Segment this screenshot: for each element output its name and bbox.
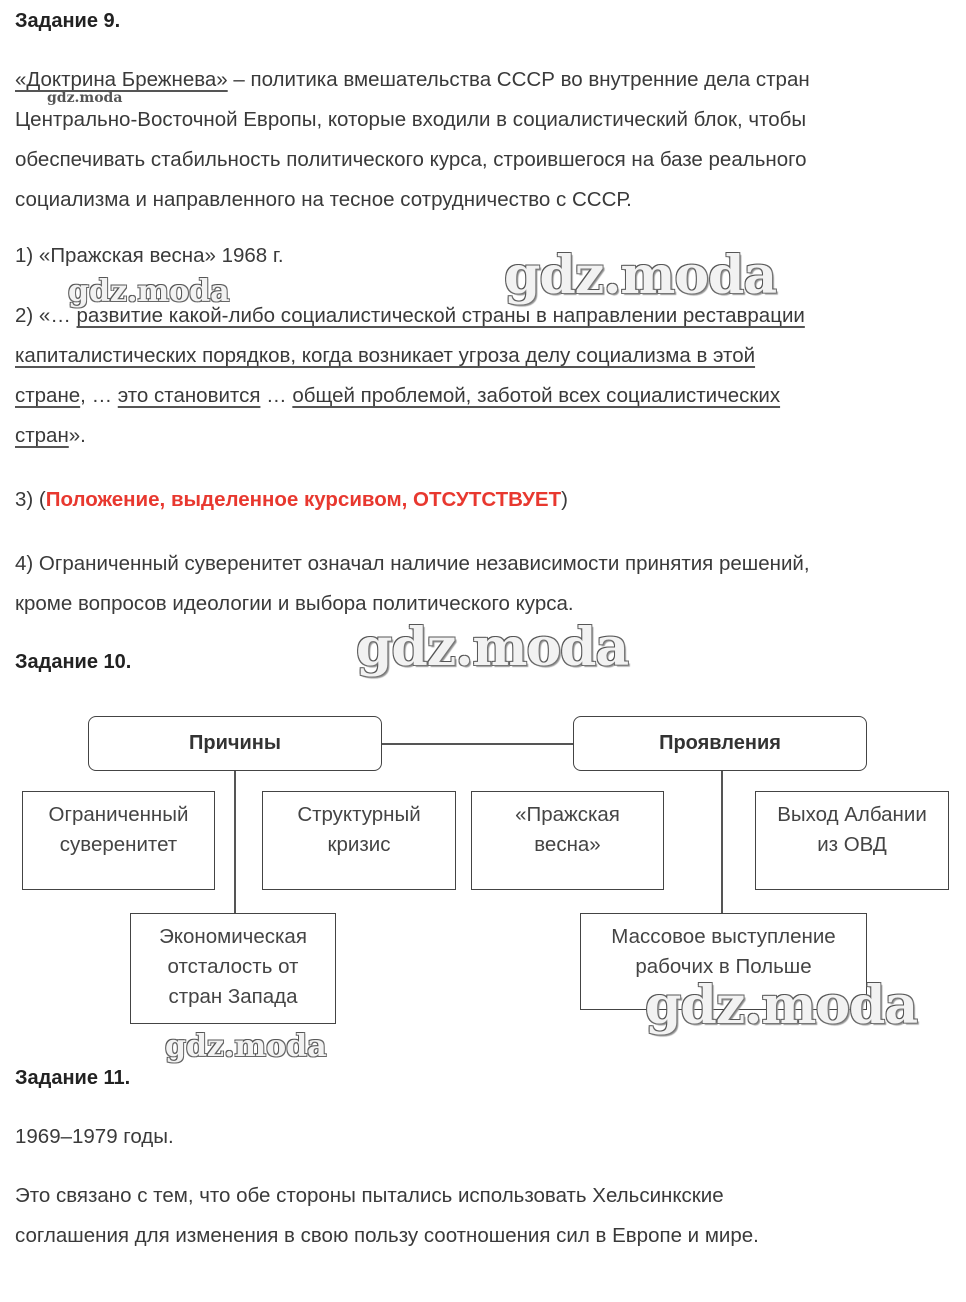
man1-line2: весна» [534,833,601,856]
causes-trunk [234,770,236,915]
item2-quote-part2: капиталистических порядков, когда возникает угроза делу социализма в этой [15,344,756,367]
task9-item2 [15,296,955,456]
watermark-logo-big-1: gdz.moda [504,245,777,306]
man3-line2: рабочих в Польше [635,955,812,978]
item4-line2: кроме вопросов идеологии и выбора политического курса. [15,592,574,615]
intro-line2: Центрально-Восточной Европы, которые входили в социалистический блок, чтобы [15,108,807,131]
cause2-line1: Структурный [297,803,421,826]
titles-connector [381,743,574,745]
item2-quote-part5: общей проблемой, заботой всех социалистических [292,384,781,407]
item2-ellipsis2: … [260,384,293,407]
task9-item1: 1) «Пражская весна» 1968 г. [15,244,284,267]
item4-line1: 4) Ограниченный суверенитет означал наличие независимости принятия решений, [15,552,810,575]
cause2-line2: кризис [327,833,391,856]
task11-line2: соглашения для изменения в свою пользу соотношения сил в Европе и мире. [15,1224,759,1247]
cause3-line1: Экономическая [159,925,307,948]
cause-structural-crisis [262,791,456,890]
manifest-title: Проявления [659,732,781,754]
intro-line1: – политика вмешательства СССР во внутренние дела стран [227,68,810,91]
task9-intro [15,60,955,220]
item3-close: ) [561,488,568,511]
task11-years: 1969–1979 годы. [15,1125,174,1148]
task11-line1: Это связано с тем, что обе стороны пытались использовать Хельсинкские [15,1184,724,1207]
term-brezhnev-doctrine: «Доктрина Брежнева» [15,68,228,91]
item2-quote-part6: стран [15,424,69,447]
item2-quote-part3: стране [15,384,81,407]
watermark-logo-big-2: gdz.moda [356,617,629,678]
cause-economic-lag [130,913,336,1024]
watermark-logo-big-3: gdz.moda [645,975,918,1036]
manifest-albania-exit [755,791,949,890]
item2-end: ». [68,424,86,447]
item2-ellipsis1: , … [80,384,118,407]
item2-quote-part4: это становится [117,384,261,407]
task9-heading: Задание 9. [15,10,121,32]
cause1-line2: суверенитет [59,833,178,856]
manifest-trunk [721,770,723,915]
man2-line2: из ОВД [817,833,887,856]
watermark-logo-mid-2: gdz.moda [165,1029,327,1064]
task9-item4 [15,544,955,624]
causes-title: Причины [189,732,281,754]
task11-heading: Задание 11. [15,1067,131,1089]
manifest-title-box [573,716,867,771]
intro-line3: обеспечивать стабильность политического курса, строившегося на базе реального [15,148,807,171]
causes-title-box [88,716,382,771]
man2-line1: Выход Албании [777,803,927,826]
cause-limited-sovereignty [22,791,215,890]
intro-line4: социализма и направленного на тесное сотрудничество с СССР. [15,188,632,211]
item2-quote-part1: развитие какой-либо социалистической страны в направлении реставрации [76,304,805,327]
manifest-prague-spring [471,791,664,890]
item3-note: Положение, выделенное курсивом, ОТСУТСТВУЕТ [45,488,562,511]
man1-line1: «Пражская [515,803,620,826]
task9-item3 [15,480,955,520]
cause1-line1: Ограниченный [48,803,189,826]
task10-heading: Задание 10. [15,651,132,673]
cause3-line2: отсталость от [167,955,299,978]
watermark-logo-small: gdz.moda [47,90,123,106]
man3-line1: Массовое выступление [611,925,836,948]
task11-explanation [15,1176,955,1256]
item3-open: 3) ( [15,488,46,511]
cause3-line3: стран Запада [168,985,298,1008]
watermark-logo-mid-1: gdz.moda [68,274,230,309]
item2-prefix: 2) «… [15,304,77,327]
